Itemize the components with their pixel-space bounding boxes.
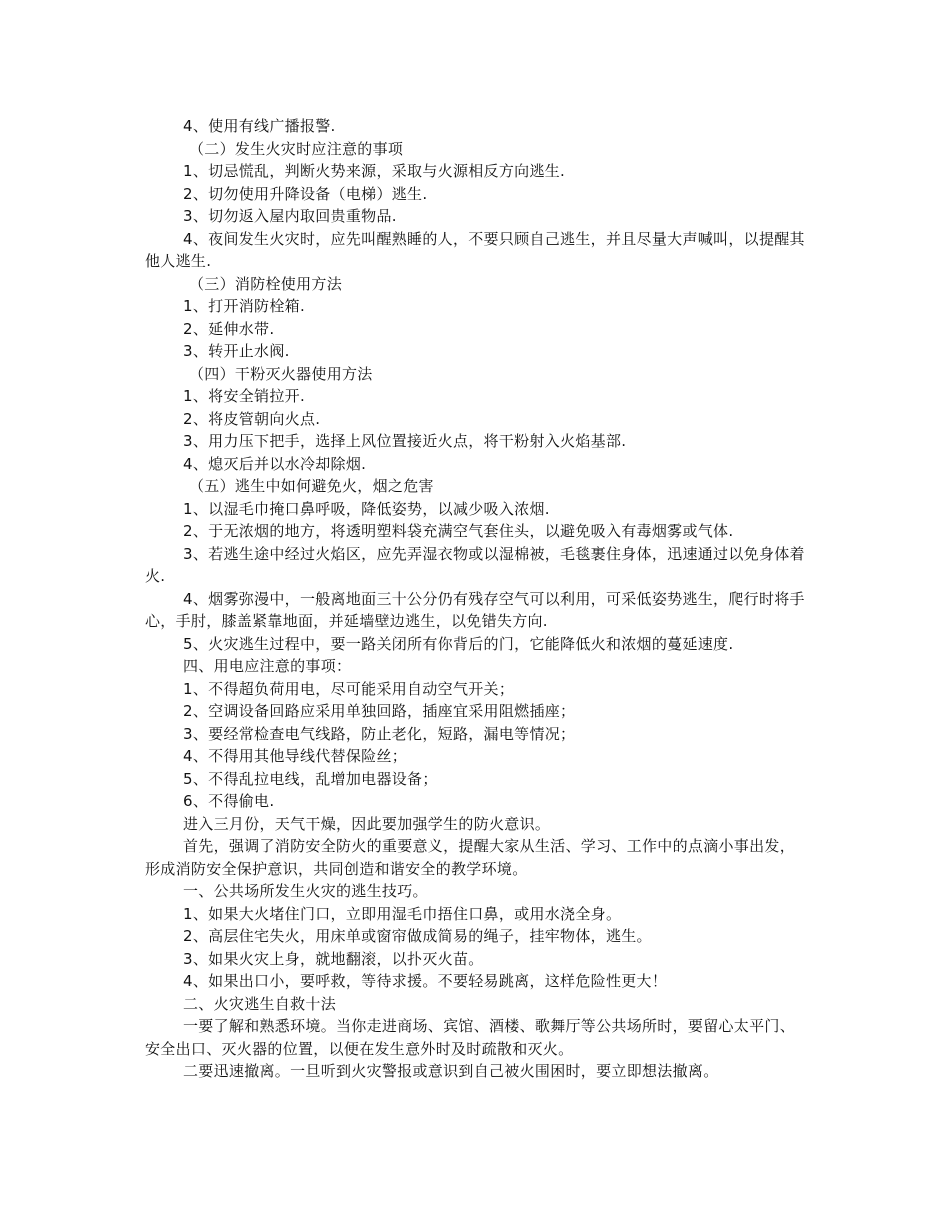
- document-body: [145, 115, 807, 1083]
- section-heading: （二）发生火灾时应注意的事项: [189, 139, 404, 158]
- paragraph: 1、将安全销拉开.: [183, 387, 306, 405]
- paragraph: 4、烟雾弥漫中，一般离地面三十公分仍有残存空气可以利用，可采低姿势逃生，爬行时将手心，手肘，膝盖紧靠地面，并延墙壁边逃生，以免错失方向.: [145, 589, 805, 630]
- paragraph: 4、使用有线广播报警.: [183, 117, 336, 135]
- paragraph: 首先，强调了消防安全防火的重要意义，提醒大家从生活、学习、工作中的点滴小事出发，形成消防安全保护意识，共同创造和谐安全的教学环境。: [145, 837, 796, 878]
- paragraph: 四、用电应注意的事项：: [183, 657, 352, 675]
- paragraph: 二、火灾逃生自救十法: [183, 994, 337, 1013]
- paragraph: 3、转开止水阀.: [183, 342, 290, 360]
- section-heading: （五）逃生中如何避免火，烟之危害: [189, 477, 434, 495]
- paragraph: 1、打开消防栓箱.: [183, 297, 306, 315]
- paragraph: 4、夜间发生火灾时，应先叫醒熟睡的人，不要只顾自己逃生，并且尽量大声喊叫，以提醒其他人逃生.: [145, 229, 805, 270]
- paragraph: 3、用力压下把手，选择上风位置接近火点，将干粉射入火焰基部.: [183, 432, 627, 450]
- paragraph: 2、空调设备回路应采用单独回路，插座宜采用阻燃插座；: [183, 702, 576, 720]
- paragraph: 5、火灾逃生过程中，要一路关闭所有你背后的门，它能降低火和浓烟的蔓延速度.: [183, 634, 734, 653]
- paragraph: 1、不得超负荷用电，尽可能采用自动空气开关；: [183, 679, 515, 698]
- paragraph: 3、切勿返入屋内取回贵重物品.: [183, 207, 397, 225]
- paragraph: 2、延伸水带.: [183, 319, 275, 338]
- section-heading: （三）消防栓使用方法: [189, 274, 343, 293]
- paragraph: 3、如果火灾上身，就地翻滚，以扑灭火苗。: [183, 949, 484, 968]
- paragraph: 3、若逃生途中经过火焰区，应先弄湿衣物或以湿棉被，毛毯裹住身体，迅速通过以免身体着火.: [145, 544, 805, 585]
- paragraph: 1、以湿毛巾掩口鼻呼吸，降低姿势，以减少吸入浓烟.: [183, 499, 550, 518]
- paragraph: 进入三月份，天气干燥，因此要加强学生的防火意识。: [183, 814, 551, 833]
- paragraph: 1、如果大火堵住门口，立即用湿毛巾捂住口鼻，或用水浇全身。: [183, 904, 622, 923]
- paragraph: 一、公共场所发生火灾的逃生技巧。: [183, 882, 428, 900]
- paragraph: 一要了解和熟悉环境。当你走进商场、宾馆、酒楼、歌舞厅等公共场所时，要留心太平门、安全出口、灭火器的位置，以便在发生意外时及时疏散和灭火。: [145, 1017, 796, 1058]
- paragraph: 4、不得用其他导线代替保险丝；: [183, 747, 408, 765]
- paragraph: 1、切忌慌乱，判断火势来源，采取与火源相反方向逃生.: [183, 162, 566, 180]
- paragraph: 4、如果出口小，要呼救，等待求援。不要轻易跳离，这样危险性更大！: [183, 972, 668, 990]
- paragraph: 2、于无浓烟的地方，将透明塑料袋充满空气套住头，以避免吸入有毒烟雾或气体.: [183, 522, 734, 540]
- paragraph: 2、高层住宅失火，用床单或窗帘做成简易的绳子，挂牢物体，逃生。: [183, 927, 652, 945]
- paragraph: 3、要经常检查电气线路，防止老化，短路，漏电等情况；: [183, 724, 576, 743]
- paragraph: 4、熄灭后并以水冷却除烟.: [183, 454, 367, 473]
- section-heading: （四）干粉灭火器使用方法: [189, 364, 373, 383]
- paragraph: 6、不得偷电.: [183, 792, 275, 810]
- paragraph: 5、不得乱拉电线，乱增加电器设备；: [183, 769, 438, 788]
- paragraph: 2、将皮管朝向火点.: [183, 409, 321, 428]
- paragraph: 二要迅速撤离。一旦听到火灾警报或意识到自己被火围困时，要立即想法撤离。: [183, 1062, 719, 1080]
- paragraph: 2、切勿使用升降设备（电梯）逃生.: [183, 184, 428, 203]
